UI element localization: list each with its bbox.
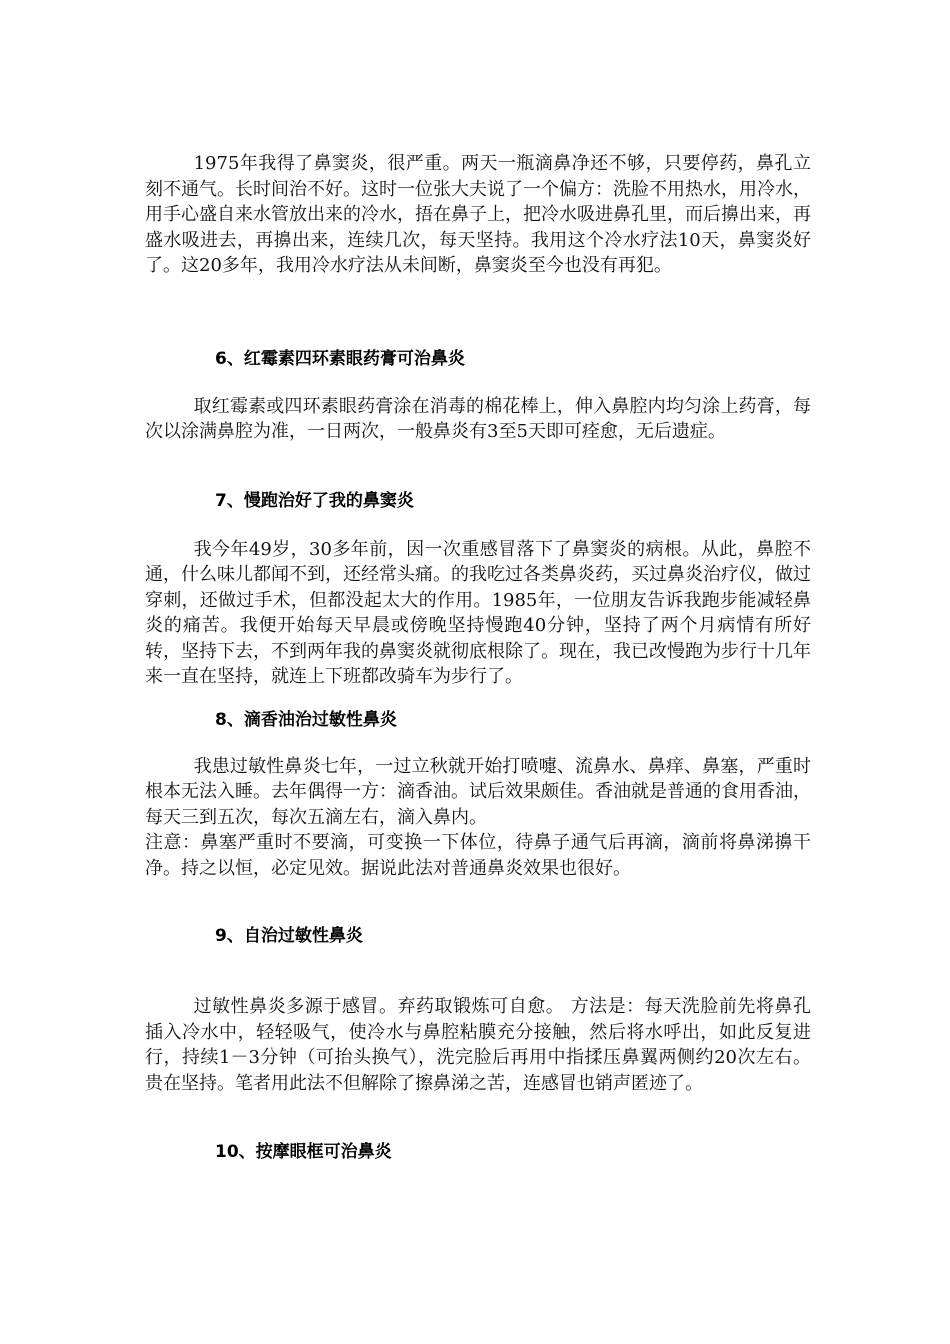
article-body	[145, 151, 811, 1165]
paragraph-eye-ointment: 取红霉素或四环素眼药膏涂在消毒的棉花棒上，伸入鼻腔内均匀涂上药膏，每次以涂满鼻腔为准，一日两次，一般鼻炎有3至5天即可痊愈，无后遗症。	[145, 395, 811, 442]
paragraph-note: 注意：鼻塞严重时不要滴，可变换一下体位，待鼻子通气后再滴，滴前将鼻涕擤干净。持之以恒，必定见效。据说此法对普通鼻炎效果也很好。	[145, 832, 811, 879]
paragraph-self-treatment: 过敏性鼻炎多源于感冒。弃药取锻炼可自愈。 方法是：每天洗脸前先将鼻孔插入冷水中，轻轻吸气，使冷水与鼻腔粘膜充分接触，然后将水呼出，如此反复进行，持续1－3分钟（可抬头换气），洗完脸后再用中指揉压鼻翼两侧约20次左右。贵在坚持。笔者用此法不但解除了擦鼻涕之苦，连感冒也销声匿迹了。	[145, 996, 811, 1094]
paragraph-cold-water-remedy: 1975年我得了鼻窦炎，很严重。两天一瓶滴鼻净还不够，只要停药，鼻孔立刻不通气。长时间治不好。这时一位张大夫说了一个偏方：洗脸不用热水，用冷水，用手心盛自来水管放出来的冷水，捂在鼻子上，把冷水吸进鼻孔里，而后擤出来，再盛水吸进去，再擤出来，连续几次，每天坚持。我用这个冷水疗法10天，鼻窦炎好了。这20多年，我用冷水疗法从未间断，鼻窦炎至今也没有再犯。	[145, 153, 811, 276]
section-heading-10: 10、按摩眼框可治鼻炎	[215, 1142, 392, 1162]
paragraph-jogging: 我今年49岁，30多年前，因一次重感冒落下了鼻窦炎的病根。从此，鼻腔不通，什么味儿都闻不到，还经常头痛。的我吃过各类鼻炎药，买过鼻炎治疗仪，做过穿刺，还做过手术，但都没起太大的作用。1985年，一位朋友告诉我跑步能减轻鼻炎的痛苦。我便开始每天早晨或傍晚坚持慢跑40分钟，坚持了两个月病情有所好转，坚持下去，不到两年我的鼻窦炎就彻底根除了。现在，我已改慢跑为步行十几年来一直在坚持，就连上下班都改骑车为步行了。	[145, 538, 811, 687]
paragraph-sesame-oil: 我患过敏性鼻炎七年，一过立秋就开始打喷嚏、流鼻水、鼻痒、鼻塞，严重时根本无法入睡。去年偶得一方：滴香油。试后效果颇佳。香油就是普通的食用香油，每天三到五次，每次五滴左右，滴入鼻内。	[145, 755, 811, 828]
spacer	[145, 279, 811, 347]
spacer	[145, 372, 811, 394]
section-heading-9: 9、自治过敏性鼻炎	[215, 926, 363, 946]
spacer	[145, 733, 811, 754]
section-heading-8: 8、滴香油治过敏性鼻炎	[215, 709, 397, 730]
spacer	[145, 1096, 811, 1140]
spacer	[145, 881, 811, 924]
spacer	[145, 949, 811, 994]
section-heading-7: 7、慢跑治好了我的鼻窦炎	[215, 490, 414, 511]
spacer	[145, 514, 811, 537]
spacer	[145, 445, 811, 489]
section-heading-6: 6、红霉素四环素眼药膏可治鼻炎	[215, 348, 465, 369]
spacer	[145, 690, 811, 708]
